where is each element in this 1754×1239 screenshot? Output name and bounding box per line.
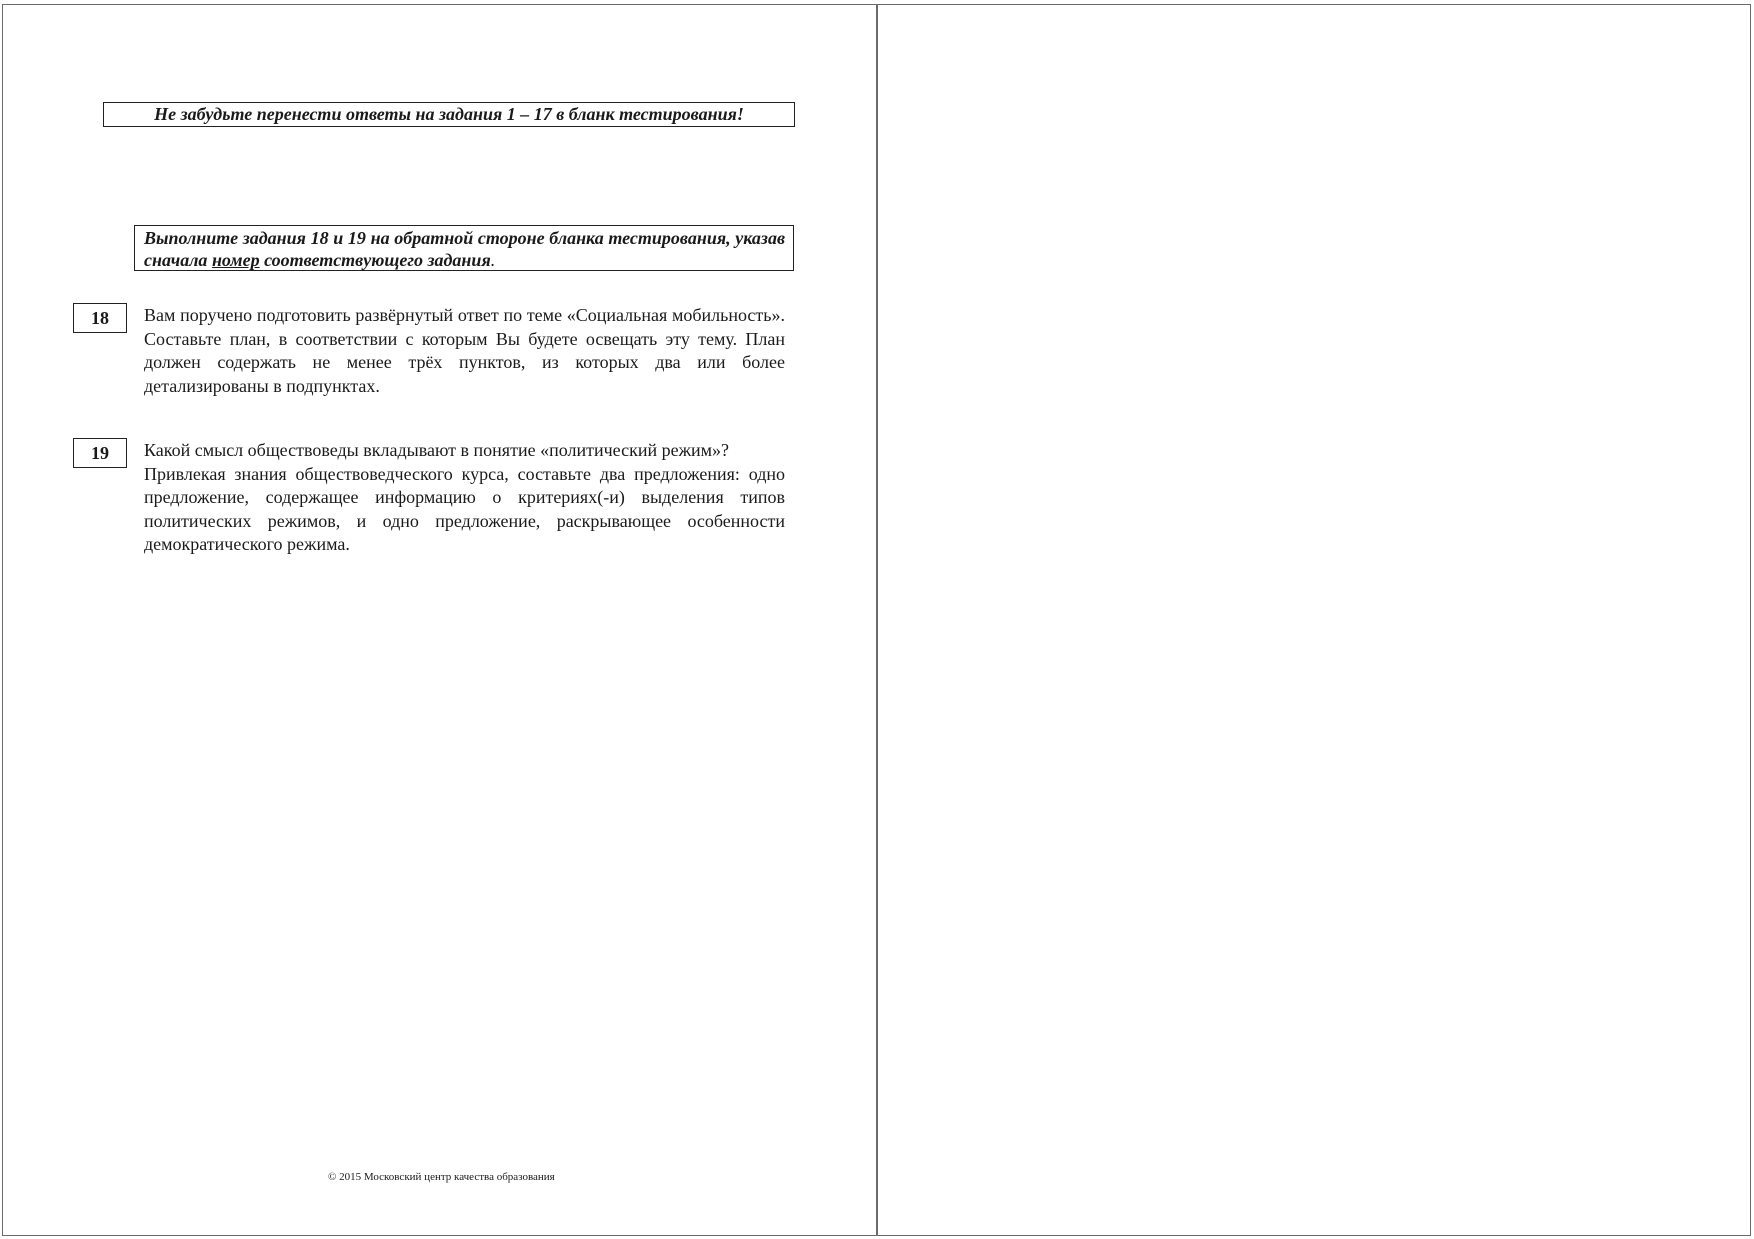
task-19-paragraph-2: Привлекая знания обществоведческого курса, составьте два предложения: одно предложение, содержащее информацию о критериях(-и) выделения типов политических режимов, и одно предложение, раскрывающее особенности демократического режима. [144, 463, 785, 554]
task-19-paragraph-1: Какой смысл обществоведы вкладывают в понятие «политический режим»? [144, 440, 730, 460]
task-19-number: 19 [73, 438, 127, 468]
back-side-notice-end: . [490, 250, 496, 270]
back-side-notice-underlined: номер [211, 250, 260, 270]
task-19-text [144, 439, 785, 557]
task-18-paragraph: Вам поручено подготовить развёрнутый ответ по теме «Социальная мобильность». Составьте план, в соответствии с которым Вы будете освещать эту тему. План должен содержать не менее трёх пунктов, из которых два или более детализированы в подпунктах. [144, 305, 785, 396]
copyright-footer: © 2015 Московский центр качества образования [328, 1171, 555, 1183]
back-side-notice [134, 225, 794, 271]
back-side-notice-part1: Выполните задания 18 и 19 на обратной стороне бланка тестирования, указав сначала [144, 228, 785, 270]
transfer-answers-notice: Не забудьте перенести ответы на задания 1 – 17 в бланк тестирования! [103, 102, 795, 127]
task-18-text [144, 304, 785, 398]
back-side-notice-part2: соответствующего задания [259, 250, 491, 270]
page-divider [876, 4, 878, 1236]
task-18-number: 18 [73, 303, 127, 333]
